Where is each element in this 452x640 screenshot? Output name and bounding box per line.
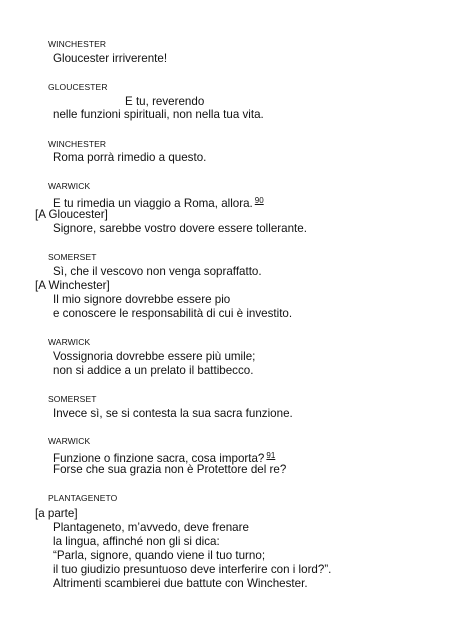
speaker-name: PLANTAGENETO — [48, 493, 118, 503]
speaker-name: WARWICK — [48, 181, 91, 191]
verse-text: Funzione o finzione sacra, cosa importa? — [53, 452, 265, 465]
verse-line: Roma porrà rimedio a questo. — [53, 151, 207, 164]
verse-line: “Parla, signore, quando viene il tuo turno; — [53, 549, 266, 562]
speaker-name: SOMERSET — [48, 252, 97, 262]
verse-line: Vossignoria dovrebbe essere più umile; — [53, 350, 256, 363]
verse-line: la lingua, affinché non gli si dica: — [53, 535, 220, 548]
verse-line: non si addice a un prelato il battibecco. — [53, 364, 254, 377]
speaker-name: WINCHESTER — [48, 39, 107, 49]
footnote-reference[interactable]: 91 — [266, 451, 276, 460]
verse-line: il tuo giudizio presuntuoso deve interferire con i lord?”. — [53, 563, 332, 576]
speaker-name: WARWICK — [48, 337, 91, 347]
verse-line: Plantageneto, m’avvedo, deve frenare — [53, 521, 249, 534]
verse-line: Gloucester irriverente! — [53, 52, 168, 65]
stage-direction: [A Winchester] — [35, 279, 110, 292]
verse-line: E tu, reverendo — [125, 95, 205, 108]
stage-direction: [A Gloucester] — [35, 208, 108, 221]
footnote-reference[interactable]: 90 — [254, 196, 264, 205]
verse-line: Forse che sua grazia non è Protettore del re? — [53, 463, 287, 476]
speaker-name: WARWICK — [48, 436, 91, 446]
verse-text: E tu rimedia un viaggio a Roma, allora. — [53, 197, 253, 210]
speaker-name: GLOUCESTER — [48, 82, 108, 92]
verse-line: Signore, sarebbe vostro dovere essere tollerante. — [53, 222, 307, 235]
stage-direction: [a parte] — [35, 507, 78, 520]
verse-line: Sì, che il vescovo non venga sopraffatto. — [53, 265, 262, 278]
speaker-name: WINCHESTER — [48, 139, 107, 149]
verse-line: nelle funzioni spirituali, non nella tua vita. — [53, 108, 264, 121]
verse-line: Il mio signore dovrebbe essere pio — [53, 293, 231, 306]
speaker-name: SOMERSET — [48, 394, 97, 404]
verse-line: Altrimenti scambierei due battute con Winchester. — [53, 577, 308, 590]
verse-line: Invece sì, se si contesta la sua sacra funzione. — [53, 407, 293, 420]
verse-line: e conoscere le responsabilità di cui è investito. — [53, 307, 293, 320]
